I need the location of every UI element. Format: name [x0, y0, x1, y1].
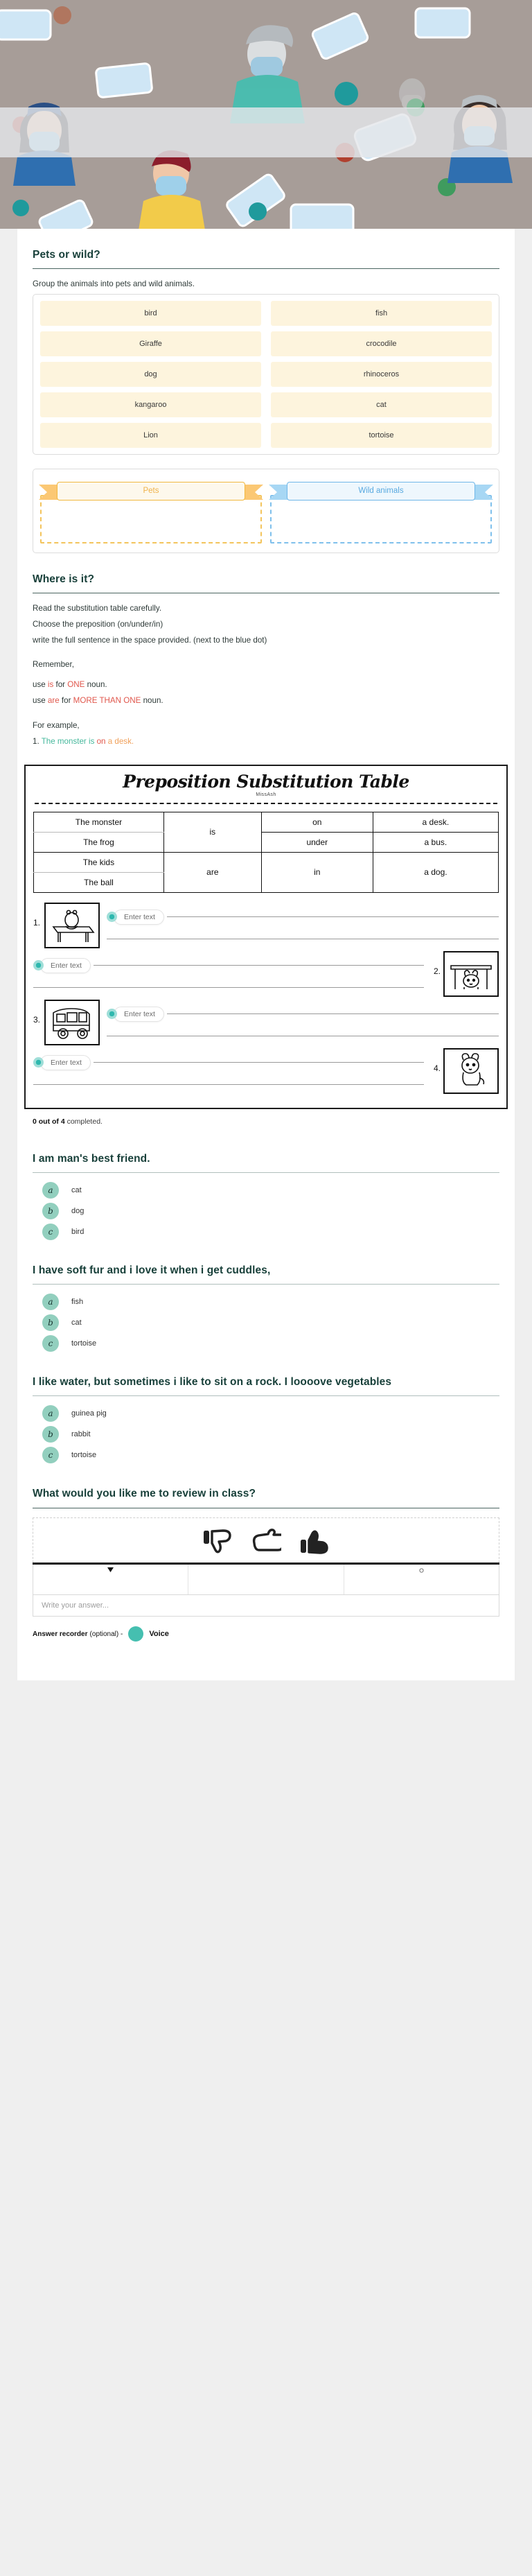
kids-in-bus-icon [44, 1000, 100, 1045]
hero-overlay-band [0, 107, 532, 157]
frog-on-table-icon [44, 903, 100, 948]
subject-cell: The frog [34, 832, 164, 852]
where-line-2: Choose the preposition (on/under/in) [33, 619, 163, 629]
example-object: a desk. [105, 736, 134, 746]
rule2-pre: use [33, 695, 48, 705]
item-number: 2. [433, 966, 441, 976]
where-line-1: Read the substitution table carefully. [33, 604, 162, 613]
question-where [33, 553, 499, 748]
object-cell: a dog. [373, 852, 498, 892]
option-label: guinea pig [71, 1409, 107, 1418]
mcq3-option-c[interactable] [33, 1447, 499, 1463]
mcq2-option-a[interactable] [33, 1294, 499, 1310]
mcq3-option-a[interactable] [33, 1405, 499, 1422]
option-bubble[interactable]: c [42, 1335, 59, 1352]
question-mcq-1 [33, 1133, 499, 1240]
mcq2-option-c[interactable] [33, 1335, 499, 1352]
prep-cell: under [261, 832, 373, 852]
rule-plural [33, 695, 499, 708]
where-line-3: write the full sentence in the space provided. (next to the blue dot) [33, 635, 267, 645]
dog-under-table-icon [443, 951, 499, 997]
divider [33, 1395, 499, 1396]
poll-count-row [33, 1565, 499, 1595]
example-num: 1. [33, 736, 42, 746]
option-bubble[interactable]: c [42, 1224, 59, 1240]
poll-answer-input[interactable]: Write your answer... [33, 1595, 499, 1617]
subject-cell: The ball [34, 872, 164, 892]
answer-entry [33, 1055, 424, 1070]
option-label: bird [71, 1228, 85, 1237]
divider [33, 1284, 499, 1285]
option-bubble[interactable]: a [42, 1294, 59, 1310]
rule1-count: ONE [67, 680, 85, 690]
animal-tile-grid [33, 294, 499, 455]
draggable-tile[interactable]: kangaroo [40, 392, 261, 417]
table-row [34, 852, 499, 872]
mcq2-title: I have soft fur and i love it when i get cuddles, [33, 1264, 271, 1277]
question-mcq-3 [33, 1356, 499, 1463]
remember-label: Remember, [33, 660, 74, 670]
thumbs-row [33, 1528, 499, 1556]
example-prep: on [96, 736, 106, 746]
option-bubble[interactable]: b [42, 1314, 59, 1331]
dog-drawing [447, 1052, 495, 1090]
dashed-divider [35, 803, 497, 804]
mcq1-option-c[interactable] [33, 1224, 499, 1240]
rule-singular [33, 679, 499, 692]
draggable-tile[interactable]: crocodile [271, 331, 492, 356]
worksheet-container [17, 751, 515, 1108]
rule2-post: noun. [141, 695, 163, 705]
draggable-tile[interactable]: cat [271, 392, 492, 417]
pets-ribbon [40, 482, 262, 503]
example-verb: is [86, 736, 97, 746]
wild-label: Wild animals [287, 482, 475, 501]
object-cell: a desk. [373, 812, 498, 832]
answer-entry [107, 1007, 499, 1022]
pets-label: Pets [57, 482, 245, 501]
option-bubble[interactable]: a [42, 1405, 59, 1422]
option-label: dog [71, 1207, 85, 1216]
worksheet-item [33, 903, 499, 948]
item-number: 4. [433, 1063, 441, 1073]
rule2-mid: for [59, 695, 73, 705]
recorder-title: Answer recorder [33, 1630, 88, 1638]
worksheet-item [33, 1000, 499, 1045]
drop-zone-pets[interactable] [40, 477, 262, 543]
drop-zones [33, 469, 499, 553]
option-label: cat [71, 1319, 82, 1328]
mcq1-option-b[interactable] [33, 1203, 499, 1219]
worksheet-credit: MissAsh [256, 792, 276, 797]
option-bubble[interactable]: b [42, 1426, 59, 1443]
thumbs-up-icon[interactable] [299, 1528, 330, 1556]
rule1-mid: for [53, 680, 68, 690]
rule1-verb: is [47, 680, 54, 690]
subject-cell: The monster [34, 812, 164, 832]
preposition-worksheet [24, 765, 508, 1108]
recorder-optional: (optional) - [89, 1630, 123, 1638]
record-dot-icon[interactable] [33, 1057, 44, 1068]
example-sentence [33, 736, 499, 749]
worksheet-item [33, 1048, 499, 1094]
worksheet-item [33, 951, 499, 997]
item-answer [100, 1000, 499, 1036]
substitution-table [33, 812, 499, 893]
divider [33, 1172, 499, 1173]
subject-cell: The kids [34, 852, 164, 872]
option-label: tortoise [71, 1339, 97, 1348]
item-answer [33, 1048, 429, 1085]
mcq1-title: I am man's best friend. [33, 1153, 150, 1165]
answer-entry [107, 910, 499, 925]
divider [33, 268, 499, 269]
enter-text-field[interactable]: Enter text [40, 958, 91, 973]
object-cell: a bus. [373, 832, 498, 852]
footer-spacer [33, 1642, 499, 1662]
rule1-pre: use [33, 680, 48, 690]
option-label: fish [71, 1298, 84, 1307]
draggable-tile[interactable]: fish [271, 301, 492, 326]
write-line [167, 916, 499, 917]
draggable-tile[interactable]: Lion [40, 423, 261, 448]
microphone-button[interactable] [128, 1626, 143, 1642]
rule2-verb: are [47, 695, 60, 705]
hero-banner [0, 0, 532, 229]
write-line [94, 965, 424, 966]
caret-down-icon [107, 1567, 114, 1572]
verb-cell: are [163, 852, 261, 892]
frog-table-drawing [48, 906, 96, 945]
question-poll [33, 1468, 499, 1641]
poll-count-cell [33, 1565, 188, 1594]
option-label: tortoise [71, 1451, 97, 1460]
question-sort [33, 229, 499, 553]
thumbs-side-icon[interactable] [251, 1528, 281, 1556]
answer-entry [33, 958, 424, 973]
rule1-post: noun. [85, 680, 107, 690]
where-title: Where is it? [33, 573, 95, 585]
draggable-tile[interactable]: rhinoceros [271, 362, 492, 387]
answer-recorder-row [33, 1626, 499, 1642]
write-line [167, 1013, 499, 1014]
draggable-tile[interactable]: tortoise [271, 423, 492, 448]
option-label: rabbit [71, 1430, 91, 1439]
verb-cell: is [163, 812, 261, 852]
cat-dog-icon [443, 1048, 499, 1094]
write-line [94, 1062, 424, 1063]
bus-drawing [48, 1003, 96, 1042]
item-number: 1. [33, 917, 41, 928]
poll-icon-strip [33, 1517, 499, 1563]
item-answer [100, 903, 499, 939]
question-mcq-2 [33, 1244, 499, 1352]
example-label: For example, [33, 720, 80, 730]
record-dot-icon[interactable] [107, 1009, 117, 1019]
recorder-label [33, 1630, 123, 1638]
draggable-tile[interactable]: Giraffe [40, 331, 261, 356]
voice-label: Voice [149, 1629, 169, 1638]
worksheet-sheet [17, 229, 515, 1680]
poll-count-cell [344, 1565, 499, 1594]
record-dot-icon[interactable] [33, 960, 44, 971]
draggable-tile[interactable]: dog [40, 362, 261, 387]
item-number: 3. [33, 1014, 41, 1025]
thumbs-down-icon[interactable] [202, 1528, 233, 1556]
wild-ribbon [270, 482, 492, 503]
sort-title: Pets or wild? [33, 249, 100, 261]
item-answer [33, 951, 429, 988]
rule2-count: MORE THAN ONE [73, 695, 141, 705]
enter-text-field[interactable]: Enter text [114, 910, 164, 925]
prep-cell: on [261, 812, 373, 832]
option-label: cat [71, 1186, 82, 1195]
enter-text-field[interactable]: Enter text [40, 1055, 91, 1070]
poll-title: What would you like me to review in class? [33, 1488, 256, 1500]
small-mark-icon [419, 1567, 424, 1574]
progress-count: 0 out of 4 [33, 1117, 65, 1126]
option-bubble[interactable]: c [42, 1447, 59, 1463]
mcq3-option-b[interactable] [33, 1426, 499, 1443]
write-line [33, 1084, 424, 1085]
poll-count-cell [188, 1565, 344, 1594]
mcq2-option-b[interactable] [33, 1314, 499, 1331]
drop-zone-wild[interactable] [270, 477, 492, 543]
table-row [34, 812, 499, 832]
enter-text-field[interactable]: Enter text [114, 1007, 164, 1022]
progress-suffix: completed. [64, 1117, 103, 1126]
example-subject: The monster [41, 736, 87, 746]
worksheet-items [33, 903, 499, 1094]
mcq1-option-a[interactable] [33, 1182, 499, 1199]
progress-text [33, 1117, 499, 1126]
mcq3-title: I like water, but sometimes i like to sit on a rock. I loooove vegetables [33, 1376, 392, 1389]
record-dot-icon[interactable] [107, 912, 117, 922]
sort-instruction: Group the animals into pets and wild animals. [33, 279, 195, 289]
table-row [34, 832, 499, 852]
option-bubble[interactable]: a [42, 1182, 59, 1199]
write-line [33, 987, 424, 988]
prep-cell: in [261, 852, 373, 892]
worksheet-title: Preposition Substitution Table [123, 772, 409, 792]
option-bubble[interactable]: b [42, 1203, 59, 1219]
dog-table-drawing [447, 955, 495, 993]
draggable-tile[interactable]: bird [40, 301, 261, 326]
